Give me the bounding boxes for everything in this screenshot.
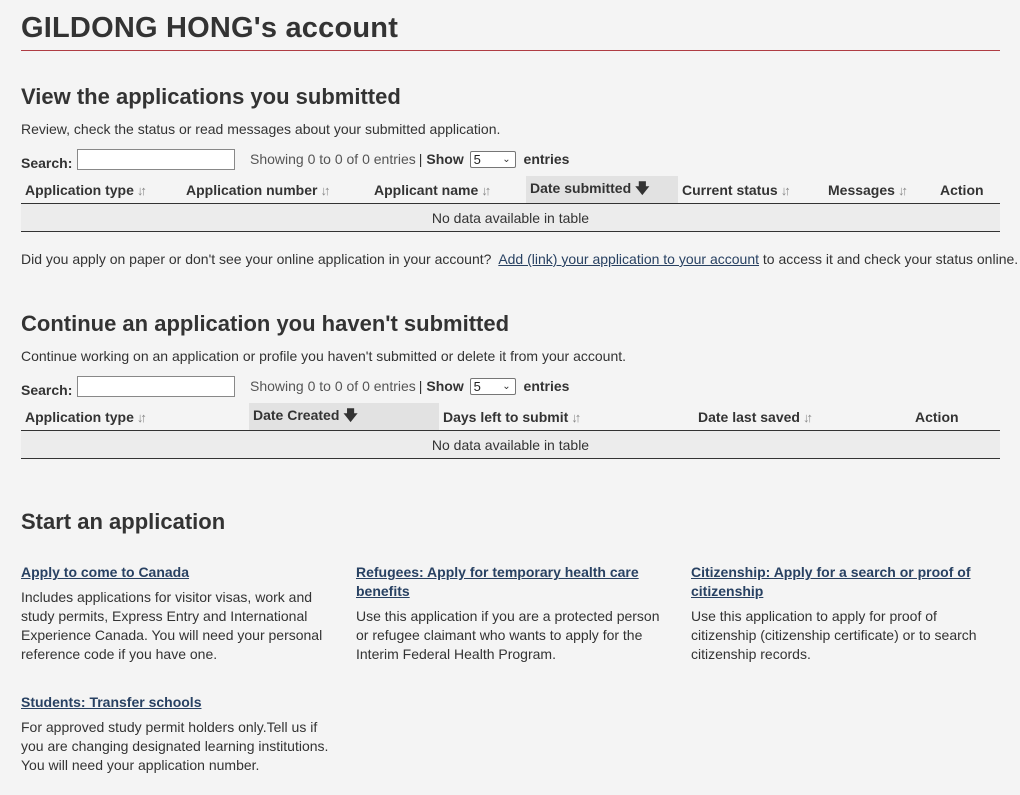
col-action: [911, 403, 1000, 431]
submitted-show-label: Show: [426, 151, 464, 167]
col-days-left[interactable]: [439, 403, 694, 431]
submitted-entries-label: entries: [523, 151, 570, 167]
add-application-link[interactable]: Add (link) your application to your account: [498, 251, 760, 267]
sort-icon: ↓↑: [136, 182, 144, 198]
submitted-heading: View the applications you submitted: [21, 84, 401, 109]
table-row: [21, 204, 1000, 232]
sort-icon: ↓↑: [571, 409, 579, 425]
submitted-controls: [21, 147, 1000, 173]
submitted-page-size-select[interactable]: [470, 151, 516, 168]
card-description: Use this application to apply for proof of citizenship (citizenship certificate) or to search citizenship records.: [691, 608, 977, 662]
sort-descending-icon: 🡇: [635, 179, 650, 196]
column-label: Action: [915, 408, 959, 425]
unsubmitted-show-label: Show: [426, 378, 464, 394]
apply-to-come-link[interactable]: Apply to come to Canada: [21, 564, 190, 580]
sort-icon: ↓↑: [780, 182, 788, 198]
submitted-applications-table: [21, 176, 1000, 232]
note-text-before: Did you apply on paper or don't see your online application in your account?: [21, 251, 492, 267]
submitted-page-size-value: 5: [473, 151, 481, 167]
submitted-search-label: Search:: [21, 155, 73, 171]
citizenship-proof-link[interactable]: Citizenship: Apply for a search or proof of citizenship: [691, 564, 971, 599]
col-messages[interactable]: [824, 176, 936, 204]
col-current-status[interactable]: [678, 176, 824, 204]
empty-table-message: No data available in table: [21, 204, 1000, 232]
column-label: Date submitted: [530, 179, 632, 196]
start-heading: Start an application: [21, 509, 226, 534]
chevron-down-icon: ⌄: [502, 153, 511, 165]
submitted-lead: Review, check the status or read messages about your submitted application.: [21, 121, 501, 137]
column-label: Date Created: [253, 406, 340, 423]
card-apply-to-come: [21, 563, 331, 664]
sort-icon: ↓↑: [136, 409, 144, 425]
submitted-search-input[interactable]: [77, 149, 235, 170]
transfer-schools-link[interactable]: Students: Transfer schools: [21, 694, 202, 710]
column-label: Current status: [682, 181, 778, 198]
col-date-last-saved[interactable]: [694, 403, 911, 431]
card-citizenship: [691, 563, 1001, 664]
column-label: Date last saved: [698, 408, 800, 425]
link-application-note: [21, 251, 1018, 267]
card-refugees: [356, 563, 666, 664]
table-row: [21, 431, 1000, 459]
unsubmitted-search-label: Search:: [21, 382, 73, 398]
unsubmitted-search-input[interactable]: [77, 376, 235, 397]
card-description: For approved study permit holders only.Tell us if you are changing designated learning institutions. You will need your application number.: [21, 719, 329, 773]
col-applicant-name[interactable]: [370, 176, 526, 204]
col-application-type[interactable]: [21, 176, 182, 204]
sort-descending-icon: 🡇: [343, 406, 358, 423]
page-title: GILDONG HONG's account: [21, 12, 399, 44]
card-description: Use this application if you are a protected person or refugee claimant who wants to apply for the Interim Federal Health Program.: [356, 608, 660, 662]
column-label: Action: [940, 181, 984, 198]
unsubmitted-heading: Continue an application you haven't submitted: [21, 311, 510, 336]
col-application-type[interactable]: [21, 403, 249, 431]
sort-icon: ↓↑: [320, 182, 328, 198]
submitted-table-info: [250, 151, 569, 169]
card-transfer-schools: [21, 693, 331, 775]
sort-icon: ↓↑: [802, 409, 810, 425]
submitted-info-text: Showing 0 to 0 of 0 entries: [250, 151, 416, 167]
title-divider: [21, 50, 1000, 51]
column-label: Application type: [25, 408, 134, 425]
unsubmitted-page-size-select[interactable]: [470, 378, 516, 395]
sort-icon: ↓↑: [897, 182, 905, 198]
col-action: [936, 176, 1000, 204]
column-label: Messages: [828, 181, 895, 198]
info-separator: |: [418, 378, 423, 394]
note-text-after: to access it and check your status online.: [762, 251, 1019, 267]
column-label: Application type: [25, 181, 134, 198]
chevron-down-icon: ⌄: [502, 380, 511, 392]
column-label: Days left to submit: [443, 408, 569, 425]
table-header-row: [21, 176, 1000, 204]
unsubmitted-entries-label: entries: [523, 378, 570, 394]
sort-icon: ↓↑: [481, 182, 489, 198]
table-header-row: [21, 403, 1000, 431]
unsubmitted-controls: [21, 374, 1000, 400]
col-date-submitted[interactable]: [526, 176, 678, 204]
col-date-created[interactable]: [249, 403, 439, 431]
unsubmitted-lead: Continue working on an application or profile you haven't submitted or delete it from your account.: [21, 348, 627, 364]
refugees-health-link[interactable]: Refugees: Apply for temporary health care benefits: [356, 564, 639, 599]
unsubmitted-info-text: Showing 0 to 0 of 0 entries: [250, 378, 416, 394]
unsubmitted-page-size-value: 5: [473, 378, 481, 394]
column-label: Application number: [186, 181, 318, 198]
column-label: Applicant name: [374, 181, 479, 198]
card-description: Includes applications for visitor visas, work and study permits, Express Entry and International Experience Canada. You will need your personal reference code if you have one.: [21, 589, 323, 662]
empty-table-message: No data available in table: [21, 431, 1000, 459]
unsubmitted-applications-table: [21, 403, 1000, 459]
col-application-number[interactable]: [182, 176, 370, 204]
unsubmitted-table-info: [250, 378, 569, 396]
info-separator: |: [418, 151, 423, 167]
